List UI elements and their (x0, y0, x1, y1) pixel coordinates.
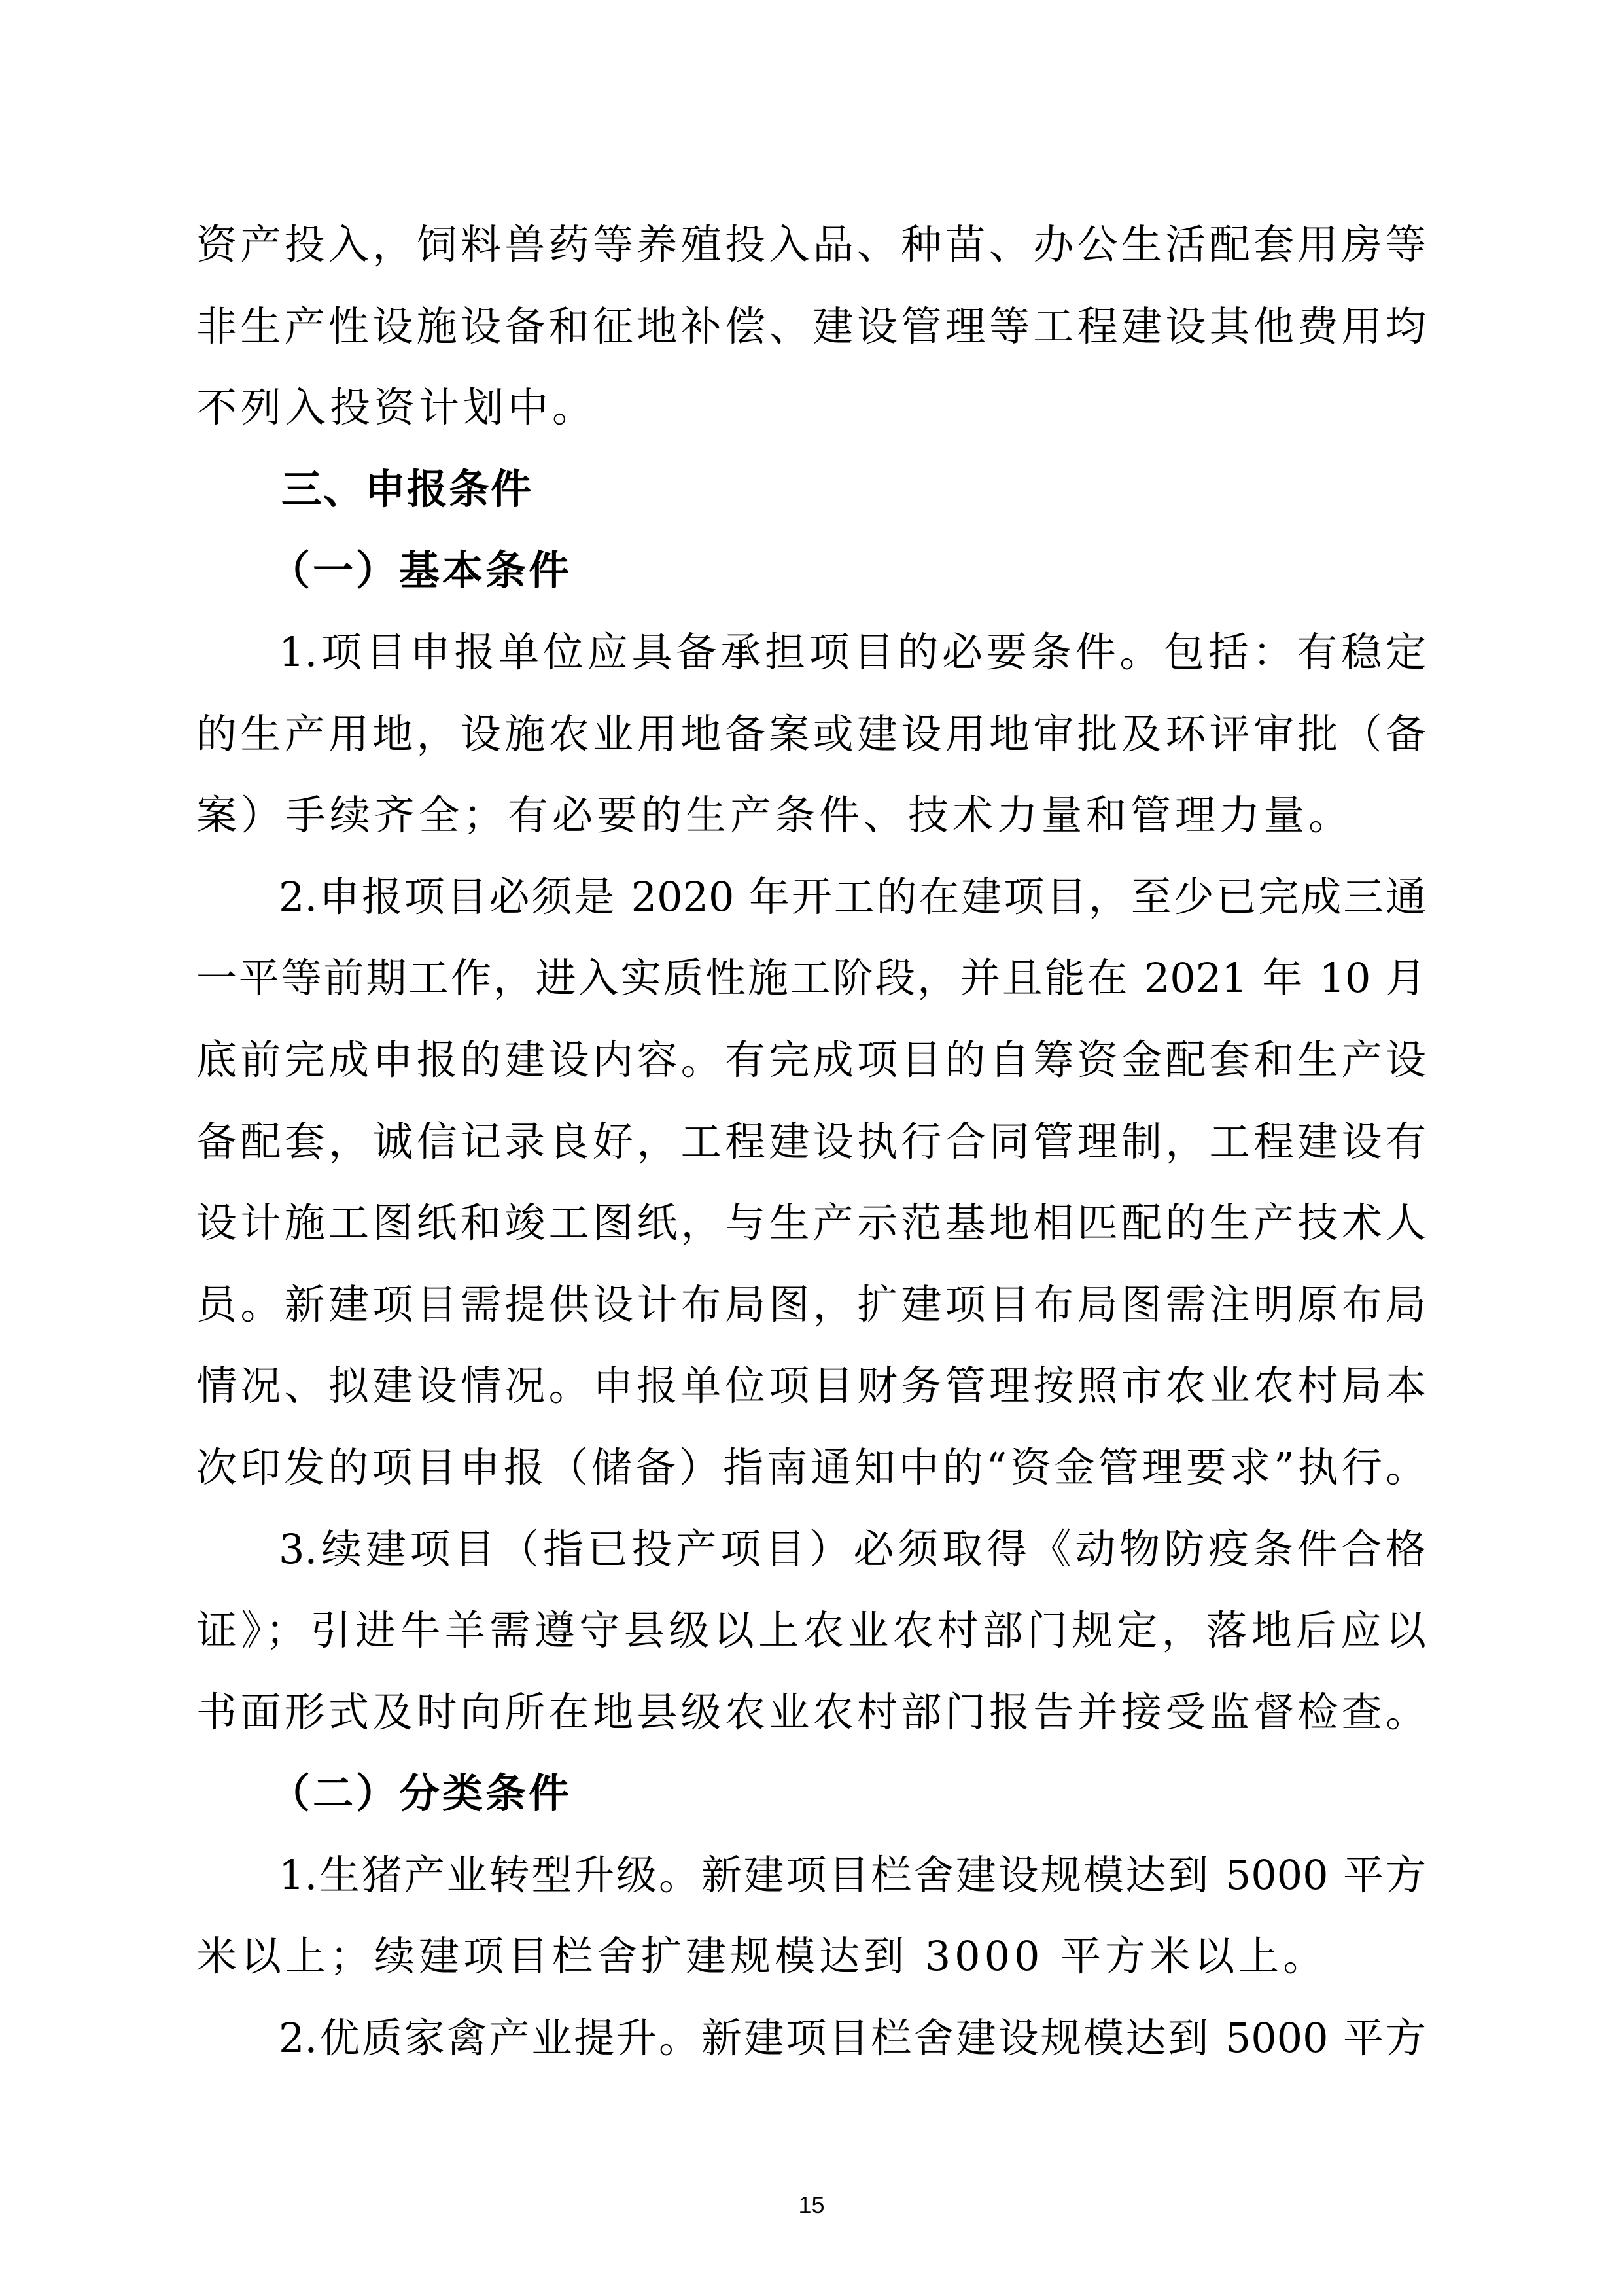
section-heading: 三、申报条件 (281, 465, 533, 513)
text-line: 1.项目申报单位应具备承担项目的必要条件。包括：有稳定 (279, 627, 1426, 676)
paragraph-basic-item-1 (196, 612, 1426, 857)
text-line: 设计施工图纸和竣工图纸，与生产示范基地相匹配的生产技术人 (196, 1199, 1426, 1247)
page-number: 15 (798, 2191, 825, 2218)
subsection-heading-basic: （一）基本条件 (270, 546, 572, 595)
text-line: 案）手续齐全；有必要的生产条件、技术力量和管理力量。 (196, 791, 1353, 839)
text-line: 情况、拟建设情况。申报单位项目财务管理按照市农业农村局本 (196, 1362, 1426, 1410)
page-body (196, 204, 1426, 2079)
text-line: 一平等前期工作，进入实质性施工阶段，并且能在 2021 年 10 月 (196, 954, 1426, 1002)
text-line: 米以上；续建项目栏舍扩建规模达到 3000 平方米以上。 (196, 1932, 1328, 1981)
text-line: 2.申报项目必须是 2020 年开工的在建项目，至少已完成三通 (279, 872, 1426, 921)
text-line: 2.优质家禽产业提升。新建项目栏舍建设规模达到 5000 平方 (279, 2014, 1426, 2062)
text-line: 非生产性设施设备和征地补偿、建设管理等工程建设其他费用均 (196, 302, 1426, 350)
text-line: 次印发的项目申报（储备）指南通知中的“资金管理要求”执行。 (196, 1443, 1426, 1491)
text-line: 1.生猪产业转型升级。新建项目栏舍建设规模达到 5000 平方 (279, 1850, 1426, 1899)
paragraph-category-item-1 (196, 1835, 1426, 1998)
text-line: 的生产用地，设施农业用地备案或建设用地审批及环评审批（备 (196, 709, 1426, 758)
subsection-heading-category: （二）分类条件 (270, 1769, 572, 1818)
paragraph-basic-item-3 (196, 1509, 1426, 1754)
paragraph-category-item-2 (196, 1998, 1426, 2079)
paragraph-continuation (196, 204, 1426, 449)
paragraph-basic-item-2 (196, 857, 1426, 1509)
text-line: 不列入投资计划中。 (196, 383, 597, 432)
text-line: 备配套，诚信记录良好，工程建设执行合同管理制，工程建设有 (196, 1117, 1426, 1165)
text-line: 证》；引进牛羊需遵守县级以上农业农村部门规定，落地后应以 (196, 1606, 1426, 1655)
text-line: 3.续建项目（指已投产项目）必须取得《动物防疫条件合格 (279, 1525, 1426, 1573)
text-line: 书面形式及时向所在地县级农业农村部门报告并接受监督检查。 (196, 1687, 1426, 1736)
text-line: 底前完成申报的建设内容。有完成项目的自筹资金配套和生产设 (196, 1035, 1426, 1084)
text-line: 资产投入，饲料兽药等养殖投入品、种苗、办公生活配套用房等 (196, 221, 1426, 268)
text-line: 员。新建项目需提供设计布局图，扩建项目布局图需注明原布局 (196, 1280, 1426, 1328)
